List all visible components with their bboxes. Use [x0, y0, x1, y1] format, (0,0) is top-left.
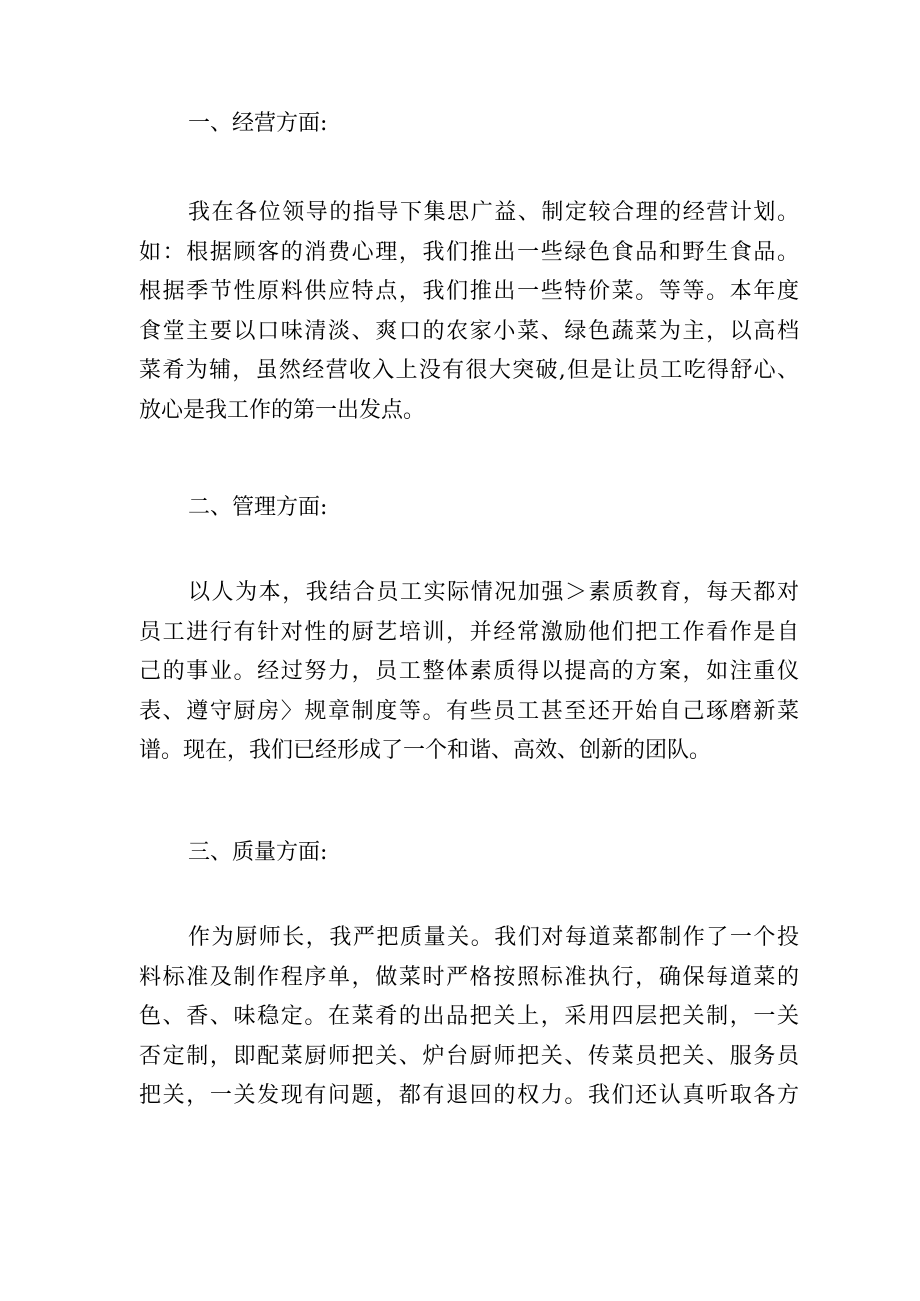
section-heading-quality: 三、质量方面:: [188, 840, 328, 865]
paragraph-line: 菜肴为辅，虽然经营收入上没有很大突破,但是让员工吃得舒心、: [139, 358, 799, 384]
paragraph-line: 把关，一关发现有问题，都有退回的权力。我们还认真听取各方: [139, 1083, 799, 1109]
paragraph-line: 我在各位领导的指导下集思广益、制定较合理的经营计划。: [188, 200, 799, 225]
paragraph-line: 色、香、味稳定。在菜肴的出品把关上，采用四层把关制，一关: [139, 1004, 799, 1030]
section-heading-management: 二、管理方面:: [188, 495, 328, 520]
paragraph-line: 表、遵守厨房〉规章制度等。有些员工甚至还开始自己琢磨新菜: [139, 698, 799, 724]
paragraph-line: 根据季节性原料供应特点，我们推出一些特价菜。等等。本年度: [139, 279, 799, 305]
section-paragraph-operations: [139, 193, 799, 431]
paragraph-line: 谱。现在，我们已经形成了一个和谐、高效、创新的团队。: [139, 738, 712, 764]
paragraph-line: 己的事业。经过努力，员工整体素质得以提高的方案，如注重仪: [139, 659, 799, 685]
section-paragraph-quality: [139, 918, 799, 1116]
paragraph-line: 食堂主要以口味清淡、爽口的农家小菜、绿色蔬菜为主，以高档: [139, 318, 799, 344]
paragraph-line: 作为厨师长，我严把质量关。我们对每道菜都制作了一个投: [188, 925, 799, 950]
paragraph-line: 如：根据顾客的消费心理，我们推出一些绿色食品和野生食品。: [139, 239, 799, 265]
paragraph-line: 否定制，即配菜厨师把关、炉台厨师把关、传菜员把关、服务员: [139, 1043, 799, 1069]
paragraph-line: 以人为本，我结合员工实际情况加强＞素质教育，每天都对: [188, 580, 799, 605]
section-paragraph-management: [139, 573, 799, 771]
paragraph-line: 料标准及制作程序单，做菜时严格按照标准执行，确保每道菜的: [139, 964, 799, 990]
paragraph-line: 放心是我工作的第一出发点。: [139, 397, 426, 423]
section-heading-operations: 一、经营方面:: [188, 111, 328, 136]
paragraph-line: 员工进行有针对性的厨艺培训，并经常激励他们把工作看作是自: [139, 619, 799, 645]
